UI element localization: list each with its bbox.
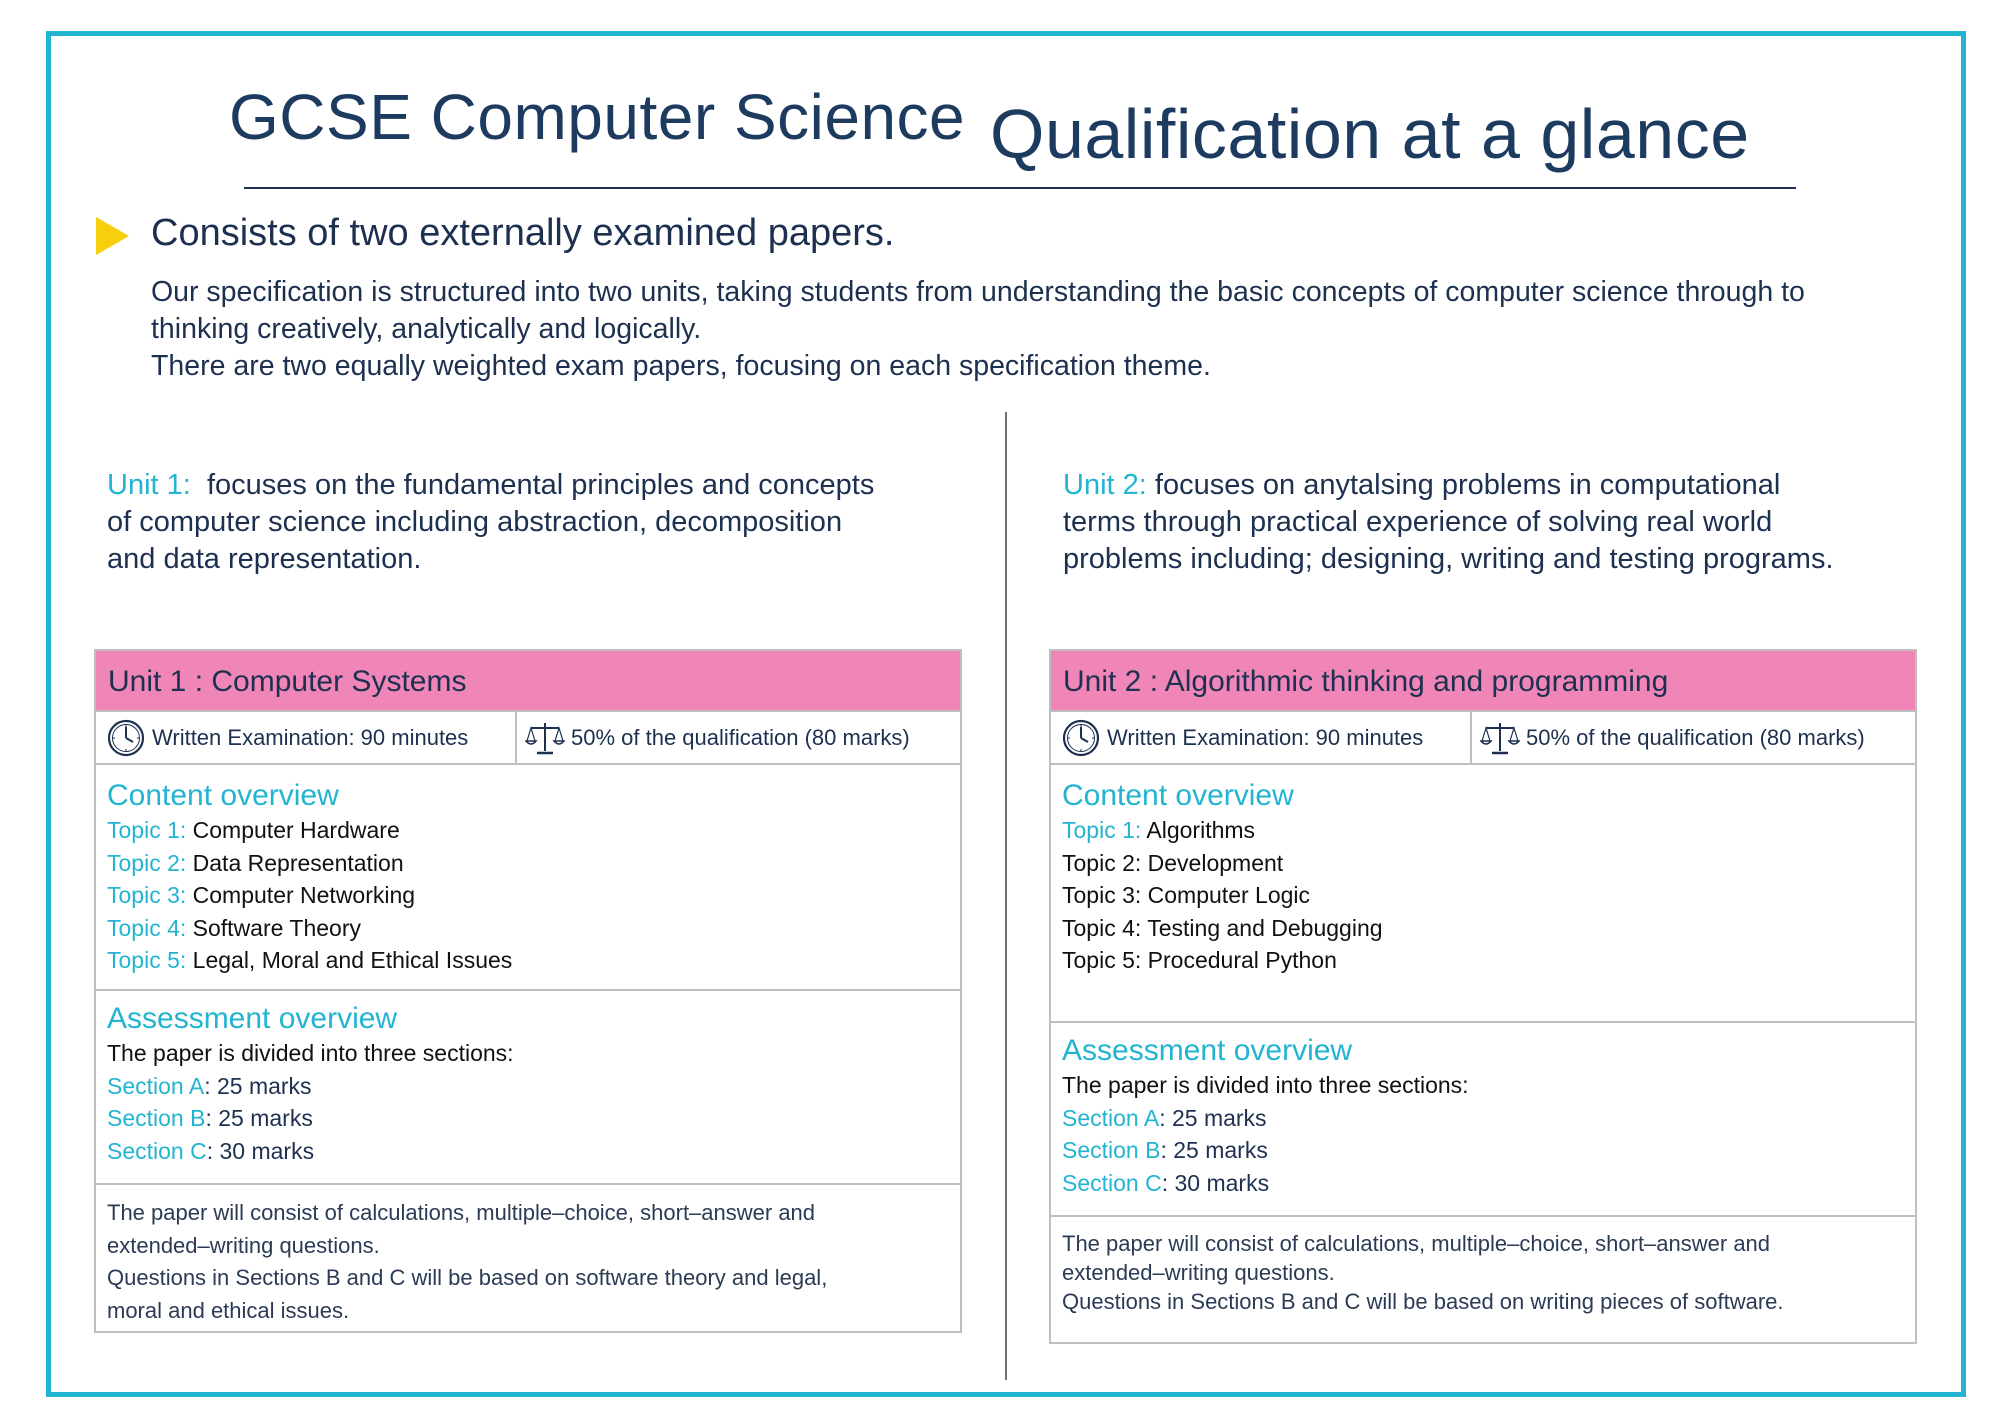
content-overview-title: Content overview [107, 779, 339, 812]
content-overview-title: Content overview [1062, 779, 1294, 812]
assessment-notes [1051, 1217, 1915, 1316]
exam-weight: 50% of the qualification (80 marks) [571, 724, 910, 750]
note-line: The paper will consist of calculations, multiple–choice, short–answer and [1062, 1231, 1771, 1256]
exam-info-row [1051, 712, 1915, 765]
unit-desc-text: focuses on the fundamental principles and concepts [190, 469, 875, 501]
intro-line: There are two equally weighted exam papers, focusing on each specification theme. [151, 350, 1211, 382]
unit-1-card-title: Unit 1 : Computer Systems [96, 651, 960, 712]
list-item: Section C: 30 marks [1062, 1169, 1270, 1196]
list-item: Topic 4: Testing and Debugging [1062, 914, 1383, 941]
unit-desc-text: and data representation. [107, 543, 422, 575]
unit-1-card [94, 649, 962, 1333]
note-line: The paper will consist of calculations, multiple–choice, short–answer and [107, 1200, 816, 1225]
assessment-overview-title: Assessment overview [1062, 1034, 1353, 1067]
list-item: Section B: 25 marks [1062, 1137, 1268, 1164]
unit-desc-text: problems including; designing, writing and testing programs. [1063, 543, 1834, 575]
page-subtitle: Qualification at a glance [990, 95, 1750, 173]
content-overview [96, 765, 960, 991]
exam-weight: 50% of the qualification (80 marks) [1526, 724, 1865, 750]
unit-2-card [1049, 649, 1917, 1344]
exam-info-row [96, 712, 960, 765]
note-line: moral and ethical issues. [107, 1297, 350, 1323]
scales-icon [1480, 720, 1520, 756]
intro-line: Our specification is structured into two units, taking students from understanding the basic concepts of computer science through to [151, 276, 1805, 308]
list-item: Topic 5: Procedural Python [1062, 947, 1337, 974]
list-item: Topic 3: Computer Logic [1062, 882, 1311, 909]
unit-2-card-title: Unit 2 : Algorithmic thinking and programming [1051, 651, 1915, 712]
assessment-notes [96, 1185, 960, 1327]
intro-paragraph [151, 274, 1951, 385]
unit-2-description [1063, 467, 1923, 578]
unit-desc-text: terms through practical experience of solving real world [1063, 506, 1773, 538]
unit-1-label: Unit 1: [107, 469, 191, 501]
assessment-overview [1051, 1023, 1915, 1217]
list-item: Section C: 30 marks [107, 1137, 315, 1164]
unit-desc-text: focuses on anytalsing problems in computational [1146, 469, 1781, 501]
unit-2-label: Unit 2: [1063, 469, 1147, 501]
lead-statement: Consists of two externally examined papers. [151, 212, 895, 254]
list-item: Topic 3: Computer Networking [107, 882, 416, 909]
list-item: Topic 1: Algorithms [1062, 817, 1256, 843]
list-item: Topic 5: Legal, Moral and Ethical Issues [107, 947, 513, 974]
exam-duration: Written Examination: 90 minutes [1107, 724, 1424, 750]
clock-icon [106, 718, 146, 758]
intro-line: thinking creatively, analytically and logically. [151, 313, 702, 345]
scales-icon [525, 720, 565, 756]
page-title: GCSE Computer Science [229, 81, 966, 153]
unit-1-description [107, 467, 967, 578]
title-underline [244, 187, 1796, 189]
note-line: extended–writing questions. [107, 1232, 380, 1258]
assessment-intro: The paper is divided into three sections: [107, 1040, 514, 1066]
assessment-overview [96, 991, 960, 1185]
triangle-bullet-icon [96, 217, 129, 255]
list-item: Topic 4: Software Theory [107, 914, 361, 941]
note-line: Questions in Sections B and C will be based on software theory and legal, [107, 1265, 828, 1290]
note-line: Questions in Sections B and C will be based on writing pieces of software. [1062, 1289, 1784, 1314]
note-line: extended–writing questions. [1062, 1260, 1335, 1285]
list-item: Section A: 25 marks [1062, 1104, 1267, 1131]
list-item: Topic 2: Data Representation [107, 849, 404, 876]
list-item: Section B: 25 marks [107, 1105, 313, 1132]
list-item: Section A: 25 marks [107, 1072, 312, 1099]
list-item: Topic 2: Development [1062, 849, 1284, 876]
content-overview [1051, 765, 1915, 1023]
clock-icon [1061, 718, 1101, 758]
assessment-intro: The paper is divided into three sections: [1062, 1072, 1469, 1098]
exam-duration: Written Examination: 90 minutes [152, 724, 469, 750]
column-divider [1005, 412, 1007, 1380]
list-item: Topic 1: Computer Hardware [107, 817, 400, 843]
unit-desc-text: of computer science including abstraction, decomposition [107, 506, 843, 538]
assessment-overview-title: Assessment overview [107, 1002, 398, 1035]
